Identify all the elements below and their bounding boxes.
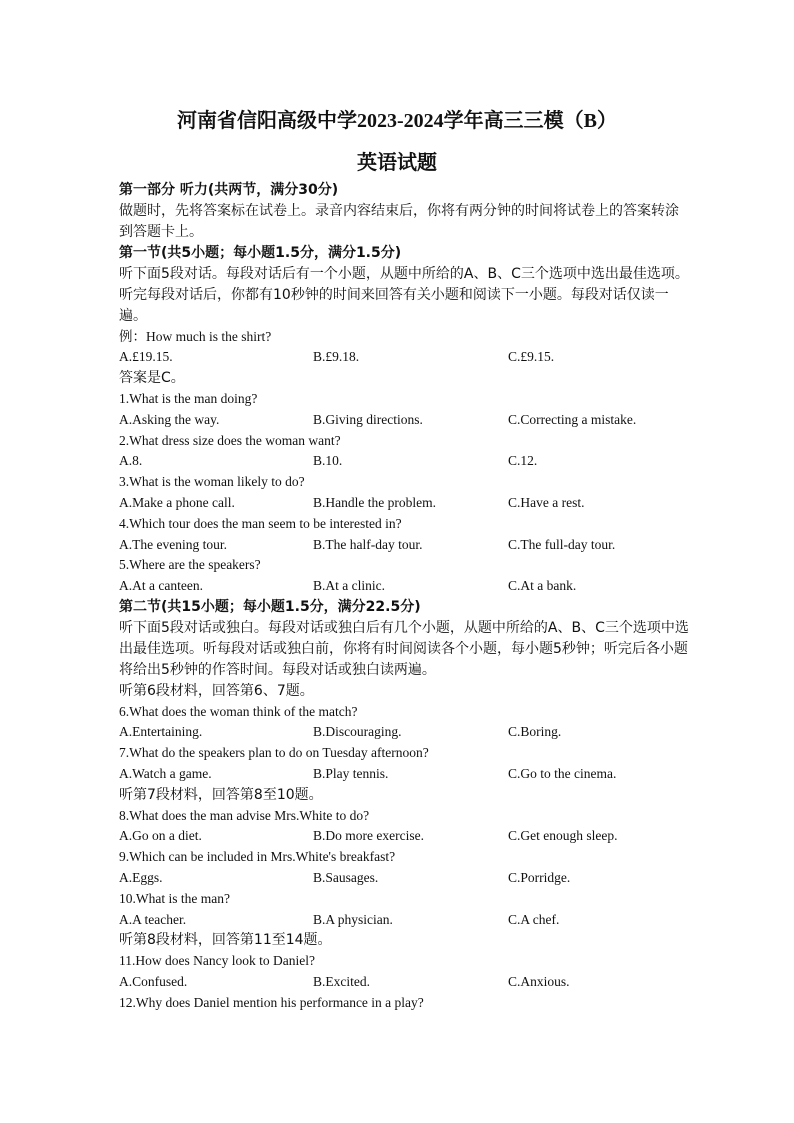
question-text: 12.Why does Daniel mention his performance in a play?	[119, 994, 424, 1010]
group-lead: 听第8段材料，回答第11至14题。	[119, 932, 332, 949]
question-text: 2.What dress size does the woman want?	[119, 432, 341, 448]
question-options	[119, 535, 689, 556]
option-b: B.10.	[313, 453, 343, 469]
option-b: B.Discouraging.	[313, 724, 402, 740]
option-b: B.Giving directions.	[313, 411, 423, 427]
option-b: B.Do more exercise.	[313, 828, 424, 844]
option-a: A.Entertaining.	[119, 724, 203, 740]
option-c: C.Boring.	[508, 724, 562, 740]
question-text: 9.Which can be included in Mrs.White's breakfast?	[119, 849, 396, 865]
option-a: A.Confused.	[119, 973, 188, 989]
question-text: 8.What does the man advise Mrs.White to do?	[119, 807, 370, 823]
exam-content	[119, 180, 689, 1014]
question-options	[119, 868, 689, 889]
section2-intro: 听下面5段对话或独白。每段对话或独白后有几个小题，从题中所给的A、B、C三个选项中选出最佳选项。听每段对话或独白前，你将有时间阅读各个小题，每小题5秒钟；听完后各小题将给出5秒钟的作答时间。每段对话或独白读两遍。	[119, 619, 689, 678]
group-lead: 听第7段材料，回答第8至10题。	[119, 786, 323, 803]
question-text: 10.What is the man?	[119, 890, 230, 906]
option-c: C.£9.15.	[508, 349, 555, 365]
option-c: C.12.	[508, 453, 538, 469]
question-options	[119, 764, 689, 785]
question-text: 3.What is the woman likely to do?	[119, 474, 305, 490]
question-text: 11.How does Nancy look to Daniel?	[119, 953, 315, 969]
option-b: B.Handle the problem.	[313, 494, 436, 510]
option-c: C.Get enough sleep.	[508, 828, 618, 844]
option-c: C.Correcting a mistake.	[508, 411, 637, 427]
question-text: 6.What does the woman think of the match?	[119, 703, 358, 719]
question-options	[119, 493, 689, 514]
question-options	[119, 722, 689, 743]
question-text: 4.Which tour does the man seem to be interested in?	[119, 515, 402, 531]
option-a: A.Asking the way.	[119, 411, 220, 427]
option-a: A.Eggs.	[119, 869, 163, 885]
question-text: 7.What do the speakers plan to do on Tuesday afternoon?	[119, 745, 429, 761]
question-options	[119, 910, 689, 931]
question-text: 1.What is the man doing?	[119, 390, 258, 406]
option-b: B.The half-day tour.	[313, 536, 423, 552]
option-a: A.Go on a diet.	[119, 828, 202, 844]
option-b: B.Sausages.	[313, 869, 379, 885]
option-c: C.A chef.	[508, 911, 560, 927]
option-c: C.Have a rest.	[508, 494, 585, 510]
option-c: C.At a bank.	[508, 578, 577, 594]
option-a: A.The evening tour.	[119, 536, 227, 552]
option-c: C.Go to the cinema.	[508, 765, 617, 781]
option-b: B.At a clinic.	[313, 578, 385, 594]
question-options	[119, 451, 689, 472]
section1-heading: 第一节(共5小题；每小题1.5分，满分1.5分)	[119, 244, 402, 261]
section1-intro: 听下面5段对话。每段对话后有一个小题，从题中所给的A、B、C三个选项中选出最佳选项。听完每段对话后，你都有10秒钟的时间来回答有关小题和阅读下一小题。每段对话仅读一遍。	[119, 265, 689, 324]
option-c: C.The full-day tour.	[508, 536, 616, 552]
exam-title: 河南省信阳高级中学2023-2024学年高三三模（B）	[177, 110, 617, 132]
option-a: A.£19.15.	[119, 349, 173, 365]
option-c: C.Porridge.	[508, 869, 571, 885]
part1-intro: 做题时，先将答案标在试卷上。录音内容结束后，你将有两分钟的时间将试卷上的答案转涂到答题卡上。	[119, 202, 679, 240]
example-question: 例：How much is the shirt?	[119, 328, 272, 345]
section2-heading: 第二节(共15小题；每小题1.5分，满分22.5分)	[119, 598, 421, 615]
option-c: C.Anxious.	[508, 973, 570, 989]
example-answer: 答案是C。	[119, 370, 185, 387]
option-a: A.At a canteen.	[119, 578, 203, 594]
question-options	[119, 576, 689, 597]
part1-heading: 第一部分 听力(共两节，满分30分)	[119, 182, 339, 198]
option-a: A.8.	[119, 453, 143, 469]
question-options	[119, 972, 689, 993]
group-lead: 听第6段材料，回答第6、7题。	[119, 682, 314, 699]
section1-questions	[119, 389, 689, 597]
option-b: B.Play tennis.	[313, 765, 389, 781]
exam-subtitle: 英语试题	[357, 152, 437, 174]
option-b: B.Excited.	[313, 973, 370, 989]
question-options	[119, 410, 689, 431]
option-a: A.Watch a game.	[119, 765, 212, 781]
question-options	[119, 826, 689, 847]
section2-groups	[119, 681, 689, 1014]
option-b: B.A physician.	[313, 911, 393, 927]
option-a: A.Make a phone call.	[119, 494, 235, 510]
option-b: B.£9.18.	[313, 349, 360, 365]
option-a: A.A teacher.	[119, 911, 187, 927]
question-text: 5.Where are the speakers?	[119, 557, 261, 573]
example-options	[119, 347, 689, 368]
